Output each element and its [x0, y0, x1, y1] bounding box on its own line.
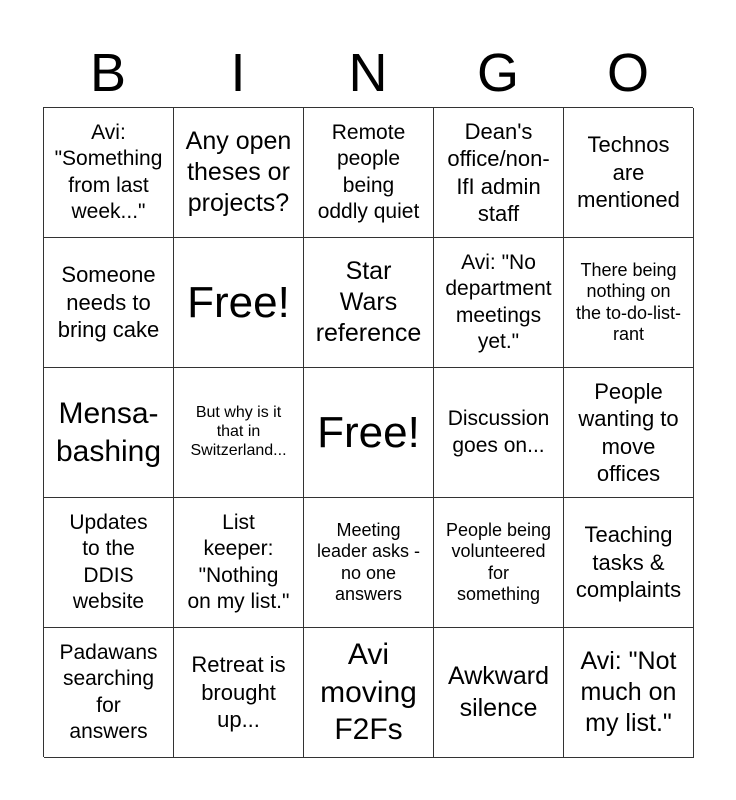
cell-text: Padawans searching for answers [59, 641, 158, 743]
cell-text: Free! [317, 407, 420, 457]
bingo-cell[interactable] [564, 108, 694, 238]
cell-text: Teaching tasks & complaints [575, 522, 682, 603]
cell-text: People being volunteered for something [445, 520, 552, 604]
bingo-header [43, 38, 693, 108]
bingo-cell[interactable] [434, 108, 564, 238]
bingo-cell[interactable] [434, 498, 564, 628]
header-letter-o: O [606, 43, 649, 103]
cell-text: Mensa- bashing [55, 397, 162, 468]
bingo-cell[interactable] [564, 368, 694, 498]
header-letter-n: N [348, 43, 388, 103]
cell-text: Free! [187, 277, 290, 327]
cell-text: Someone needs to bring cake [57, 262, 160, 343]
bingo-cell[interactable] [174, 368, 304, 498]
bingo-cell[interactable] [434, 628, 564, 758]
cell-text: Avi moving F2Fs [320, 638, 417, 747]
bingo-cell[interactable] [44, 368, 174, 498]
bingo-cell[interactable] [564, 238, 694, 368]
cell-text: Meeting leader asks - no one answers [316, 520, 421, 604]
cell-text: Discussion goes on... [447, 407, 550, 457]
cell-text: Star Wars reference [315, 256, 422, 348]
bingo-cell[interactable] [304, 628, 434, 758]
bingo-cell[interactable] [44, 628, 174, 758]
free-cell[interactable] [174, 238, 304, 368]
cell-text: Updates to the DDIS website [69, 511, 148, 613]
header-letter-g: G [476, 43, 519, 103]
bingo-cell[interactable] [174, 498, 304, 628]
bingo-cell[interactable] [44, 108, 174, 238]
cell-text: But why is it that in Switzerland... [190, 404, 287, 459]
cell-text: People wanting to move offices [578, 378, 679, 486]
cell-text: Awkward silence [448, 662, 549, 722]
cell-text: Dean's office/non- IfI admin staff [447, 118, 550, 226]
header-letter-i: I [230, 43, 246, 103]
bingo-cell[interactable] [564, 628, 694, 758]
cell-text: Avi: "No department meetings yet." [445, 251, 552, 353]
bingo-cell[interactable] [434, 238, 564, 368]
bingo-cell[interactable] [304, 108, 434, 238]
header-letter-b: B [89, 43, 127, 103]
cell-text: There being nothing on the to-do-list- rant [575, 260, 682, 344]
cell-text: Avi: "Something from last week..." [54, 121, 163, 223]
free-cell[interactable] [304, 368, 434, 498]
bingo-cell[interactable] [44, 238, 174, 368]
bingo-cell[interactable] [304, 238, 434, 368]
cell-text: Any open theses or projects? [185, 126, 292, 218]
bingo-cell[interactable] [304, 498, 434, 628]
cell-text: Remote people being oddly quiet [317, 121, 420, 223]
cell-text: Avi: "Not much on my list." [580, 646, 677, 738]
bingo-cell[interactable] [174, 628, 304, 758]
cell-text: Technos are mentioned [577, 132, 680, 213]
cell-text: Retreat is brought up... [191, 652, 286, 733]
bingo-board [43, 107, 693, 757]
bingo-cell[interactable] [564, 498, 694, 628]
bingo-cell[interactable] [174, 108, 304, 238]
bingo-cell[interactable] [44, 498, 174, 628]
bingo-cell[interactable] [434, 368, 564, 498]
cell-text: List keeper: "Nothing on my list." [187, 511, 290, 613]
